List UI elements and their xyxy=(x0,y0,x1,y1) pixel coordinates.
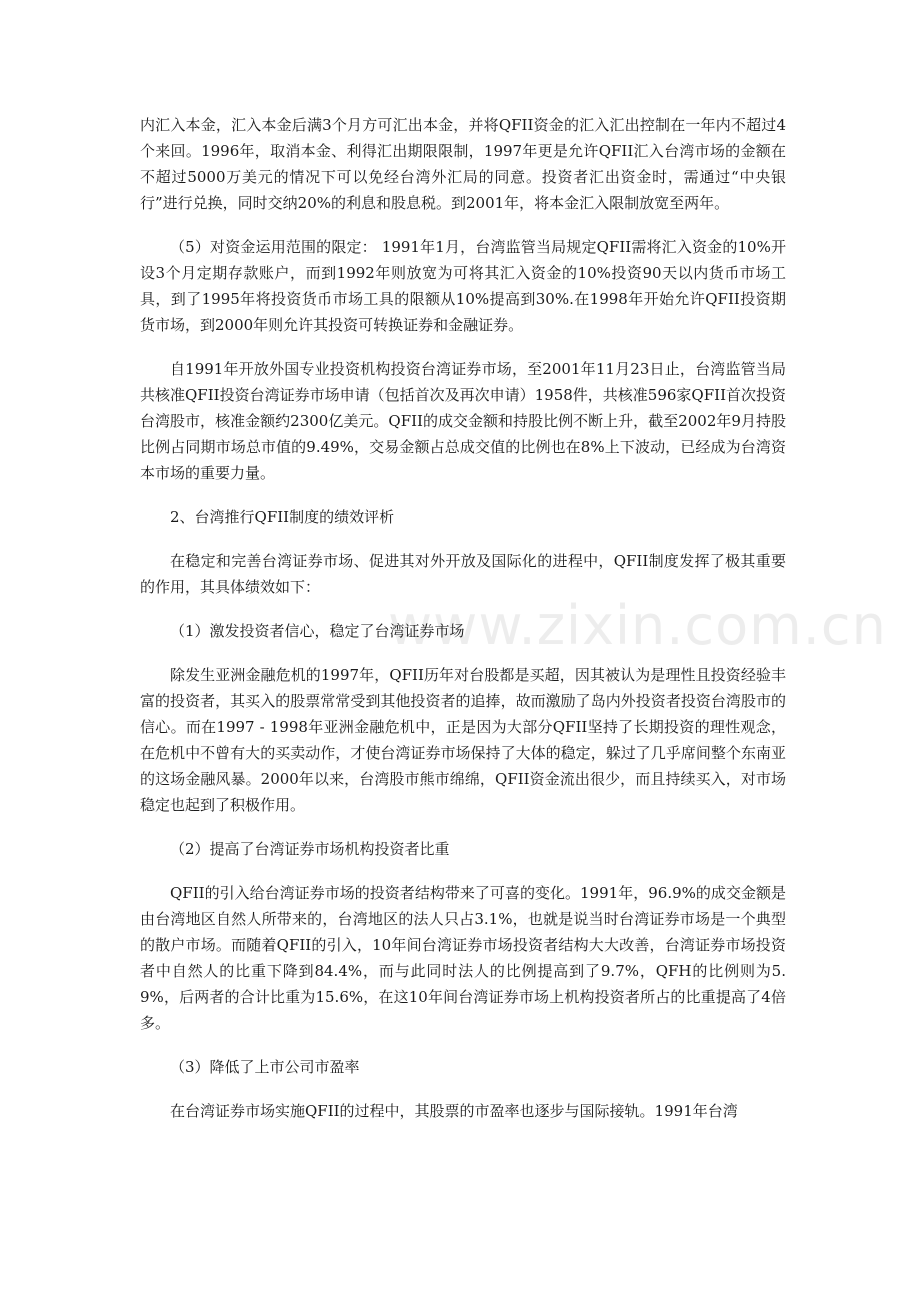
paragraph-fund-usage: （5）对资金运用范围的限定： 1991年1月，台湾监管当局规定QFII需将汇入资金的10%开设3个月定期存款账户，而到1992年则放宽为可将其汇入资金的10%投资90天以内货币市场工具，到了1995年将投资货币市场工具的限额从10%提高到30%.在1998年开始允许QFII投资期货市场，到2000年则允许其投资可转换证券和金融证券。 xyxy=(140,238,786,334)
paragraph-pe-ratio: 在台湾证券市场实施QFII的过程中，其股票的市盈率也逐步与国际接轨。1991年台湾 xyxy=(170,1102,738,1120)
paragraph-institutional: QFII的引入给台湾证券市场的投资者结构带来了可喜的变化。1991年，96.9%的成交金额是由台湾地区自然人所带来的，台湾地区的法人只占3.1%，也就是说当时台湾证券市场是一个典型的散户市场。而随着QFII的引入，10年间台湾证券市场投资者结构大大改善，台湾证券市场投资者中自然人的比重下降到84.4%，而与此同时法人的比例提高到了9.7%，QFH的比例则为5.9%，后两者的合计比重为15.6%，在这10年间台湾证券市场上机构投资者所占的比重提高了4倍多。 xyxy=(140,884,786,1032)
paragraph-capital-remittance: 内汇入本金，汇入本金后满3个月方可汇出本金，并将QFII资金的汇入汇出控制在一年内不超过4个来回。1996年，取消本金、利得汇出期限限制，1997年更是允许QFII汇入台湾市场的金额在不超过5000万美元的情况下可以免经台湾外汇局的同意。投资者汇出资金时，需通过“中央银行”进行兑换，同时交纳20%的利息和股息税。到2001年，将本金汇入限制放宽至两年。 xyxy=(140,116,786,212)
watermark: www.zixin.com.cn xyxy=(388,594,887,657)
paragraph-confidence: 除发生亚洲金融危机的1997年，QFII历年对台股都是买超，因其被认为是理性且投资经验丰富的投资者，其买入的股票常常受到其他投资者的追捧，故而激励了岛内外投资者投资台湾股市的信心。而在1997 - 1998年亚洲金融危机中，正是因为大部分QFII坚持了长期投资的理性观念，在危机中不曾有大的买卖动作，才使台湾证券市场保持了大体的稳定，躲过了几乎席间整个东南亚的这场金融风暴。2000年以来，台湾股市熊市绵绵，QFII资金流出很少，而且持续买入，对市场稳定也起到了积极作用。 xyxy=(140,666,786,814)
document-body xyxy=(140,112,786,1124)
subheading-institutional: （2）提高了台湾证券市场机构投资者比重 xyxy=(170,840,450,858)
subheading-confidence: （1）激发投资者信心，稳定了台湾证券市场 xyxy=(170,622,465,640)
section-heading: 2、台湾推行QFII制度的绩效评析 xyxy=(170,508,395,526)
paragraph-approval-stats: 自1991年开放外国专业投资机构投资台湾证券市场，至2001年11月23日止，台湾监管当局共核准QFII投资台湾证券市场申请（包括首次及再次申请）1958件，共核准596家QFII首次投资台湾股市，核准金额约2300亿美元。QFII的成交金额和持股比例不断上升，截至2002年9月持股比例占同期市场总市值的9.49%，交易金额占总成交值的比例也在8%上下波动，已经成为台湾资本市场的重要力量。 xyxy=(140,360,786,482)
subheading-pe-ratio: （3）降低了上市公司市盈率 xyxy=(170,1058,360,1076)
paragraph-intro: 在稳定和完善台湾证券市场、促进其对外开放及国际化的进程中，QFII制度发挥了极其重要的作用，其具体绩效如下： xyxy=(140,552,786,596)
